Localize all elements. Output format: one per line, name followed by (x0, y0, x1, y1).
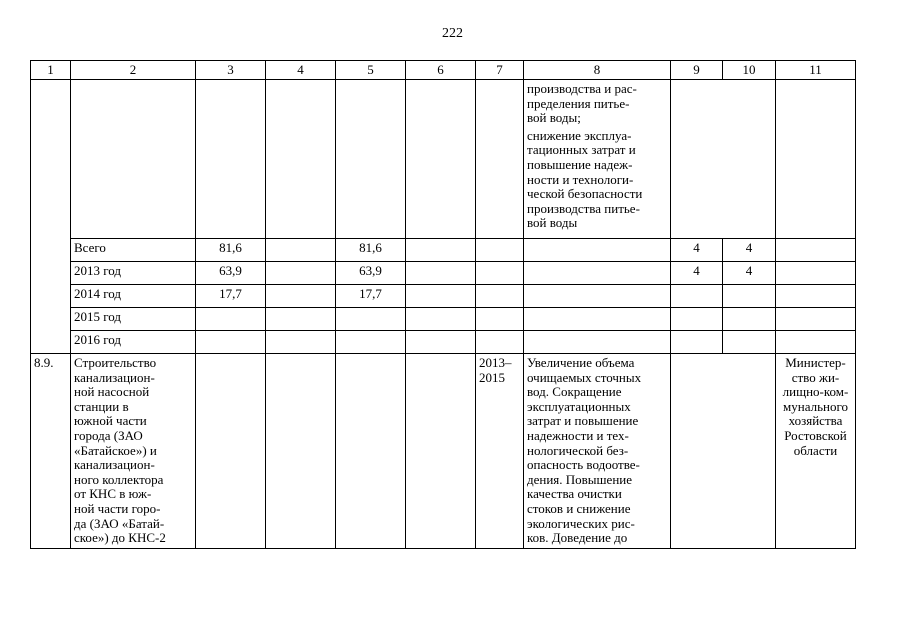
text-line: ности и технологи- (527, 171, 634, 187)
text-line: стоков и снижение (527, 500, 631, 516)
table-row (31, 80, 856, 239)
program-table (30, 60, 856, 549)
value-cell: 4 (671, 262, 723, 285)
table-row (31, 285, 856, 308)
effect-cell (524, 354, 671, 549)
table-cell (524, 285, 671, 308)
page-number: 222 (442, 26, 463, 41)
column-header: 7 (476, 61, 524, 80)
value-cell (336, 308, 406, 331)
text-line: качества очистки (527, 486, 622, 502)
text-line: 2015 (479, 369, 505, 385)
value-cell (336, 331, 406, 354)
table-cell (476, 239, 524, 262)
table-cell (336, 80, 406, 239)
table-cell (406, 80, 476, 239)
text-line: нологической без- (527, 442, 629, 458)
value-cell: 4 (723, 239, 776, 262)
text-line: лищно-ком- (782, 384, 849, 400)
text-line: ного коллектора (74, 471, 164, 487)
table-cell (671, 354, 776, 549)
table-cell (476, 80, 524, 239)
column-header: 6 (406, 61, 476, 80)
table-cell (524, 239, 671, 262)
table-cell (196, 354, 266, 549)
text-line: пределения питье- (527, 95, 630, 111)
text-line: мунального (783, 398, 848, 414)
table-cell (266, 285, 336, 308)
value-cell: 81,6 (196, 239, 266, 262)
objective-cell (524, 80, 671, 239)
value-cell: 4 (723, 262, 776, 285)
table-cell (776, 308, 856, 331)
column-header: 5 (336, 61, 406, 80)
text-line: Увеличение объема (527, 355, 635, 370)
table-row (31, 308, 856, 331)
text-line: канализацион- (74, 457, 155, 473)
text-line: вод. Сокращение (527, 384, 622, 400)
column-header: 10 (723, 61, 776, 80)
table-cell (336, 354, 406, 549)
text-line: южной части (74, 413, 147, 429)
table-cell (266, 331, 336, 354)
value-cell: 4 (671, 239, 723, 262)
column-header: 3 (196, 61, 266, 80)
table-cell (406, 262, 476, 285)
text-line: ческой безопасности (527, 186, 643, 202)
table-cell (406, 239, 476, 262)
text-line: вой воды (527, 215, 578, 231)
text-line: Строительство (74, 355, 157, 370)
value-cell: 63,9 (336, 262, 406, 285)
text-line: ной части горо- (74, 500, 161, 516)
text-line: канализацион- (74, 369, 155, 385)
table-cell (406, 285, 476, 308)
table-cell (776, 285, 856, 308)
text-line: снижение эксплуа- (527, 127, 632, 143)
value-cell (196, 331, 266, 354)
column-header: 8 (524, 61, 671, 80)
table-cell (406, 331, 476, 354)
text-line: вой воды; (527, 110, 581, 126)
table-cell (266, 308, 336, 331)
value-cell: 63,9 (196, 262, 266, 285)
table-header-row (31, 61, 856, 80)
text-line: затрат и повышение (527, 413, 639, 429)
value-cell (671, 331, 723, 354)
text-line: станции в (74, 398, 129, 414)
table-cell (476, 308, 524, 331)
item-name-cell (71, 354, 196, 549)
objective-paragraph (527, 129, 667, 231)
value-cell (671, 308, 723, 331)
table-cell (776, 331, 856, 354)
table-cell (196, 80, 266, 239)
years-cell (476, 354, 524, 549)
column-header: 11 (776, 61, 856, 80)
table-row (31, 239, 856, 262)
table-cell (406, 354, 476, 549)
text-line: города (ЗАО (74, 427, 143, 443)
text-line: Ростовской (784, 427, 847, 443)
responsible-cell (776, 354, 856, 549)
text-line: ков. Доведение до (527, 530, 628, 546)
text-line: экологических рис- (527, 515, 635, 531)
table-row (31, 331, 856, 354)
text-line: ское») до КНС-2 (74, 530, 166, 546)
text-line: 2013– (479, 355, 512, 370)
table-row (31, 354, 856, 549)
table-cell (776, 239, 856, 262)
text-line: производства питье- (527, 200, 640, 216)
text-line: надежности и тех- (527, 427, 629, 443)
table-cell (476, 262, 524, 285)
row-label: 2013 год (71, 262, 196, 285)
text-line: эксплуатационных (527, 398, 631, 414)
table-cell (266, 239, 336, 262)
value-cell (196, 308, 266, 331)
text-line: Министер- (785, 355, 846, 370)
value-cell (671, 285, 723, 308)
value-cell: 17,7 (336, 285, 406, 308)
value-cell: 17,7 (196, 285, 266, 308)
column-header: 1 (31, 61, 71, 80)
table-cell (266, 80, 336, 239)
table-cell (476, 331, 524, 354)
text-line: опасность водоотве- (527, 457, 640, 473)
table-cell (266, 354, 336, 549)
text-line: ство жи- (791, 369, 840, 385)
table-cell (524, 331, 671, 354)
table-cell (406, 308, 476, 331)
objective-paragraph (527, 82, 667, 126)
text-line: хозяйства (788, 413, 843, 429)
text-line: «Батайское») и (74, 442, 157, 458)
value-cell (723, 331, 776, 354)
value-cell: 81,6 (336, 239, 406, 262)
text-line: ной насосной (74, 384, 150, 400)
row-label: Всего (71, 239, 196, 262)
text-line: от КНС в юж- (74, 486, 152, 502)
table-cell (71, 80, 196, 239)
text-line: очищаемых сточных (527, 369, 642, 385)
column-header: 4 (266, 61, 336, 80)
text-line: тационных затрат и (527, 142, 636, 158)
table-cell (266, 262, 336, 285)
value-cell (723, 308, 776, 331)
text-line: дения. Повышение (527, 471, 633, 487)
table-cell (31, 80, 71, 354)
row-label: 2015 год (71, 308, 196, 331)
row-label: 2014 год (71, 285, 196, 308)
table-cell (524, 262, 671, 285)
text-line: повышение надеж- (527, 156, 633, 172)
text-line: области (793, 442, 838, 458)
text-line: да (ЗАО «Батай- (74, 515, 165, 531)
column-header: 2 (71, 61, 196, 80)
table-cell (524, 308, 671, 331)
item-number: 8.9. (31, 354, 71, 549)
table-cell (776, 262, 856, 285)
row-label: 2016 год (71, 331, 196, 354)
table-cell (776, 80, 856, 239)
column-header: 9 (671, 61, 723, 80)
table-row (31, 262, 856, 285)
table-cell (671, 80, 776, 239)
table-cell (476, 285, 524, 308)
text-line: производства и рас- (527, 81, 637, 96)
value-cell (723, 285, 776, 308)
